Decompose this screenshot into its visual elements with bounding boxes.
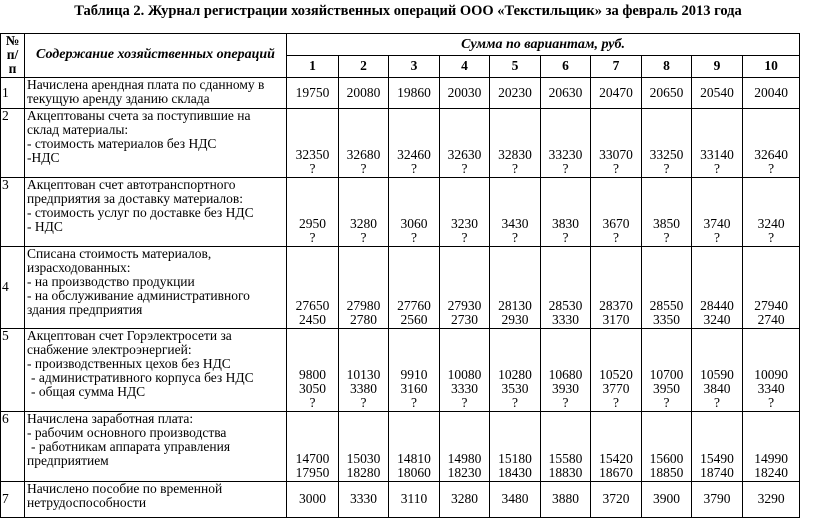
value-line: 32460 [397,147,431,163]
variant-value-5 [490,177,541,246]
value-line: 10090 [754,367,788,382]
value-line: 32350 [295,147,330,163]
variant-value-6 [541,246,591,328]
value-line: ? [360,395,367,411]
description-line: Начислена заработная плата: [27,410,194,426]
value-line: 3050 [299,381,326,397]
table-row [1,246,800,328]
value-line: 19860 [397,84,431,100]
variant-value-5 [490,328,541,411]
value-line: 3740 [703,216,731,232]
value-line: ? [663,161,670,177]
table-row [1,77,800,108]
variant-value-10 [743,328,800,411]
variant-value-7 [591,177,642,246]
description-line: текущую аренду зданию склада [27,90,210,106]
description-line: - стоимость услуг по доставке без НДС [27,205,254,221]
header-number [1,34,25,78]
value-line: ? [562,230,569,246]
value-line: 27760 [397,298,431,314]
value-line: ? [663,230,670,246]
value-line: 3480 [501,491,529,506]
value-line: ? [512,230,518,246]
value-line: ? [714,395,720,411]
value-line: 33070 [599,147,633,163]
value-line: ? [613,161,619,177]
value-line: 3110 [400,491,428,506]
description-line: - производственных цехов без НДС [27,356,231,372]
value-line: 28130 [498,298,532,314]
value-line: ? [768,230,775,246]
description-line: Акцептован счет автотранспортного [27,176,236,192]
value-line: 3930 [552,381,579,397]
value-line: 17950 [295,465,330,481]
header-row-1 [1,34,800,56]
variant-value-2 [339,411,389,481]
description-line: израсходованных: [27,259,131,275]
value-line: 18670 [599,465,633,481]
variant-value-1 [287,77,339,108]
value-line: 32830 [498,147,532,163]
header-variant-3: 3 [389,56,440,77]
variant-value-2 [339,481,389,517]
description-line: -НДС [27,150,60,166]
value-line: 18280 [346,465,381,481]
value-line: 18240 [754,465,788,481]
variant-value-9 [692,77,743,108]
value-line: 18830 [548,465,583,481]
value-line: ? [768,161,775,177]
operation-description [25,481,287,517]
operation-description [25,328,287,411]
variant-value-1 [287,108,339,177]
variant-value-5 [490,246,541,328]
value-line: ? [714,230,720,246]
variant-value-3 [389,246,440,328]
value-line: ? [360,161,367,177]
description-line: Акцептован счет Горэлектросети за [27,327,232,343]
variant-value-10 [743,411,800,481]
description-line: склад материалы: [27,121,129,137]
value-line: 33140 [700,147,734,163]
description-line: - на производство продукции [27,274,195,290]
header-sum-by-variants: Сумма по вариантам, руб. [287,34,800,56]
value-line: 27940 [754,298,788,314]
variant-value-5 [490,411,541,481]
variant-value-7 [591,328,642,411]
value-line: 14980 [447,451,482,467]
variant-value-1 [287,246,339,328]
description-line: - НДС [27,219,63,235]
header-number-line2: п/п [6,47,19,77]
variant-value-2 [339,246,389,328]
value-line: 3330 [451,381,478,397]
variant-value-2 [339,177,389,246]
variant-value-4 [440,108,490,177]
description-line: - работникам аппарата управления [31,439,231,455]
value-line: ? [461,230,468,246]
value-line: 3280 [350,216,377,232]
value-line: ? [714,161,720,177]
value-line: 28440 [700,298,734,314]
value-line: 3160 [400,381,428,397]
value-line: 15580 [548,451,583,467]
table-row [1,481,800,517]
header-number-line1: № [5,33,20,48]
value-line: 3240 [757,216,785,232]
value-line: 18060 [397,465,431,481]
value-line: ? [309,161,316,177]
value-line: 9800 [299,367,326,382]
description-line: Начислено пособие по временной [27,480,223,496]
variant-value-3 [389,177,440,246]
value-line: 14990 [754,451,788,467]
variant-value-10 [743,246,800,328]
variant-value-4 [440,328,490,411]
value-line: 3290 [757,491,785,506]
header-description: Содержание хозяйственных операций [25,34,287,78]
value-line: 15180 [498,451,532,467]
value-line: 2950 [299,216,326,232]
variant-value-7 [591,77,642,108]
row-number: 4 [1,246,25,328]
value-line: ? [663,395,670,411]
description-line: - общая сумма НДС [31,384,146,400]
header-variant-8: 8 [642,56,692,77]
value-line: 3850 [653,216,680,232]
value-line: 2930 [501,312,529,328]
value-line: 2450 [299,312,326,328]
variant-value-3 [389,77,440,108]
value-line: ? [562,395,569,411]
value-line: 3330 [350,491,377,506]
value-line: 28550 [649,298,684,314]
variant-value-8 [642,108,692,177]
value-line: 18850 [649,465,684,481]
value-line: ? [613,230,619,246]
value-line: 3170 [602,312,630,328]
value-line: 3380 [350,381,377,397]
variant-value-9 [692,246,743,328]
value-line: 20230 [498,84,532,100]
value-line: 20470 [599,84,633,100]
variant-value-2 [339,328,389,411]
header-variant-1: 1 [287,56,339,77]
value-line: 20650 [649,84,684,100]
variant-value-2 [339,108,389,177]
operation-description [25,411,287,481]
operations-journal-table [0,33,800,518]
description-line: - административного корпуса без НДС [31,370,254,386]
value-line: ? [562,161,569,177]
value-line: 32630 [447,147,482,163]
variant-value-6 [541,77,591,108]
variant-value-8 [642,328,692,411]
variant-value-8 [642,246,692,328]
value-line: 3280 [451,491,478,506]
value-line: 3530 [501,381,529,397]
variant-value-1 [287,411,339,481]
value-line: 27650 [295,298,330,314]
value-line: 19750 [295,84,330,100]
variant-value-3 [389,481,440,517]
row-number: 6 [1,411,25,481]
header-variant-10: 10 [743,56,800,77]
value-line: 18430 [498,465,532,481]
value-line: 20630 [548,84,583,100]
table-title: Таблица 2. Журнал регистрации хозяйственных операций ООО «Текстильщик» за февраль 2013 года [74,3,742,19]
variant-value-6 [541,108,591,177]
value-line: ? [461,395,468,411]
header-variant-7: 7 [591,56,642,77]
value-line: 9910 [400,367,428,382]
value-line: 3430 [501,216,529,232]
value-line: 15490 [700,451,734,467]
variant-value-4 [440,77,490,108]
header-variant-4: 4 [440,56,490,77]
value-line: ? [512,161,518,177]
variant-value-6 [541,411,591,481]
variant-value-4 [440,246,490,328]
header-variant-9: 9 [692,56,743,77]
description-line: снабжение электроэнергией: [27,341,192,357]
value-line: 10080 [447,367,482,382]
value-line: 3240 [703,312,731,328]
row-number: 5 [1,328,25,411]
description-line: - на обслуживание административного [27,288,250,304]
value-line: 15420 [599,451,633,467]
value-line: 18230 [447,465,482,481]
value-line: 27930 [447,298,482,314]
variant-value-8 [642,177,692,246]
table-row [1,411,800,481]
variant-value-9 [692,328,743,411]
value-line: 3670 [602,216,630,232]
table-row [1,328,800,411]
variant-value-1 [287,328,339,411]
value-line: 27980 [346,298,381,314]
variant-value-8 [642,77,692,108]
variant-value-7 [591,481,642,517]
value-line: ? [360,230,367,246]
value-line: 3880 [552,491,579,506]
variant-value-6 [541,481,591,517]
value-line: 14810 [397,451,431,467]
description-line: предприятием [27,453,109,469]
value-line: 20040 [754,84,788,100]
table-row [1,177,800,246]
value-line: 10700 [649,367,684,382]
description-line: здания предприятия [27,302,143,318]
description-line: предприятия за доставку материалов: [27,190,244,206]
value-line: 3950 [653,381,680,397]
value-line: 10680 [548,367,583,382]
description-line: Акцептованы счета за поступившие на [27,107,251,123]
value-line: 20080 [346,84,381,100]
operation-description [25,108,287,177]
value-line: ? [768,395,775,411]
value-line: 14700 [295,451,330,467]
value-line: ? [411,395,417,411]
variant-value-10 [743,177,800,246]
value-line: 2730 [451,312,478,328]
variant-value-9 [692,411,743,481]
description-line: - стоимость материалов без НДС [27,136,217,152]
row-number: 7 [1,481,25,517]
operation-description [25,246,287,328]
value-line: ? [309,395,316,411]
row-number: 1 [1,77,25,108]
value-line: 33250 [649,147,684,163]
value-line: 10280 [498,367,532,382]
variant-value-6 [541,328,591,411]
value-line: 3770 [602,381,630,397]
operation-description [25,177,287,246]
value-line: 2780 [350,312,377,328]
description-line: Списана стоимость материалов, [27,245,212,261]
operation-description [25,77,287,108]
variant-value-1 [287,177,339,246]
value-line: ? [309,230,316,246]
variant-value-9 [692,177,743,246]
value-line: 32640 [754,147,788,163]
variant-value-10 [743,108,800,177]
value-line: ? [411,230,417,246]
variant-value-3 [389,411,440,481]
description-line: Начислена арендная плата по сданному в [27,76,265,92]
value-line: ? [512,395,518,411]
value-line: 33230 [548,147,583,163]
value-line: 20540 [700,84,734,100]
variant-value-5 [490,108,541,177]
value-line: 3720 [602,491,630,506]
value-line: 15030 [346,451,381,467]
value-line: 28530 [548,298,583,314]
variant-value-4 [440,177,490,246]
value-line: 3340 [757,381,785,397]
header-variant-2: 2 [339,56,389,77]
variant-value-7 [591,246,642,328]
variant-value-4 [440,411,490,481]
value-line: 3840 [703,381,731,397]
row-number: 3 [1,177,25,246]
value-line: 18740 [700,465,734,481]
variant-value-3 [389,108,440,177]
value-line: 3330 [552,312,579,328]
value-line: 10590 [700,367,734,382]
variant-value-9 [692,108,743,177]
value-line: 3060 [400,216,428,232]
variant-value-4 [440,481,490,517]
value-line: 3790 [703,491,731,506]
value-line: 3230 [451,216,478,232]
value-line: 10130 [346,367,381,382]
variant-value-1 [287,481,339,517]
description-line: нетрудоспособности [27,494,147,510]
value-line: 15600 [649,451,684,467]
variant-value-7 [591,411,642,481]
variant-value-2 [339,77,389,108]
value-line: 3350 [653,312,680,328]
value-line: 32680 [346,147,381,163]
variant-value-8 [642,411,692,481]
value-line: ? [461,161,468,177]
variant-value-5 [490,77,541,108]
value-line: ? [411,161,417,177]
row-number: 2 [1,108,25,177]
value-line: 20030 [447,84,482,100]
value-line: 2740 [757,312,785,328]
variant-value-8 [642,481,692,517]
value-line: 3830 [552,216,579,232]
variant-value-5 [490,481,541,517]
value-line: ? [613,395,619,411]
variant-value-7 [591,108,642,177]
header-variant-5: 5 [490,56,541,77]
variant-value-6 [541,177,591,246]
value-line: 10520 [599,367,633,382]
value-line: 2560 [400,312,428,328]
variant-value-3 [389,328,440,411]
header-variant-6: 6 [541,56,591,77]
value-line: 3900 [653,491,680,506]
variant-value-9 [692,481,743,517]
description-line: - рабочим основного производства [27,424,227,440]
table-row [1,108,800,177]
variant-value-10 [743,77,800,108]
value-line: 28370 [599,298,633,314]
variant-value-10 [743,481,800,517]
value-line: 3000 [299,491,326,506]
